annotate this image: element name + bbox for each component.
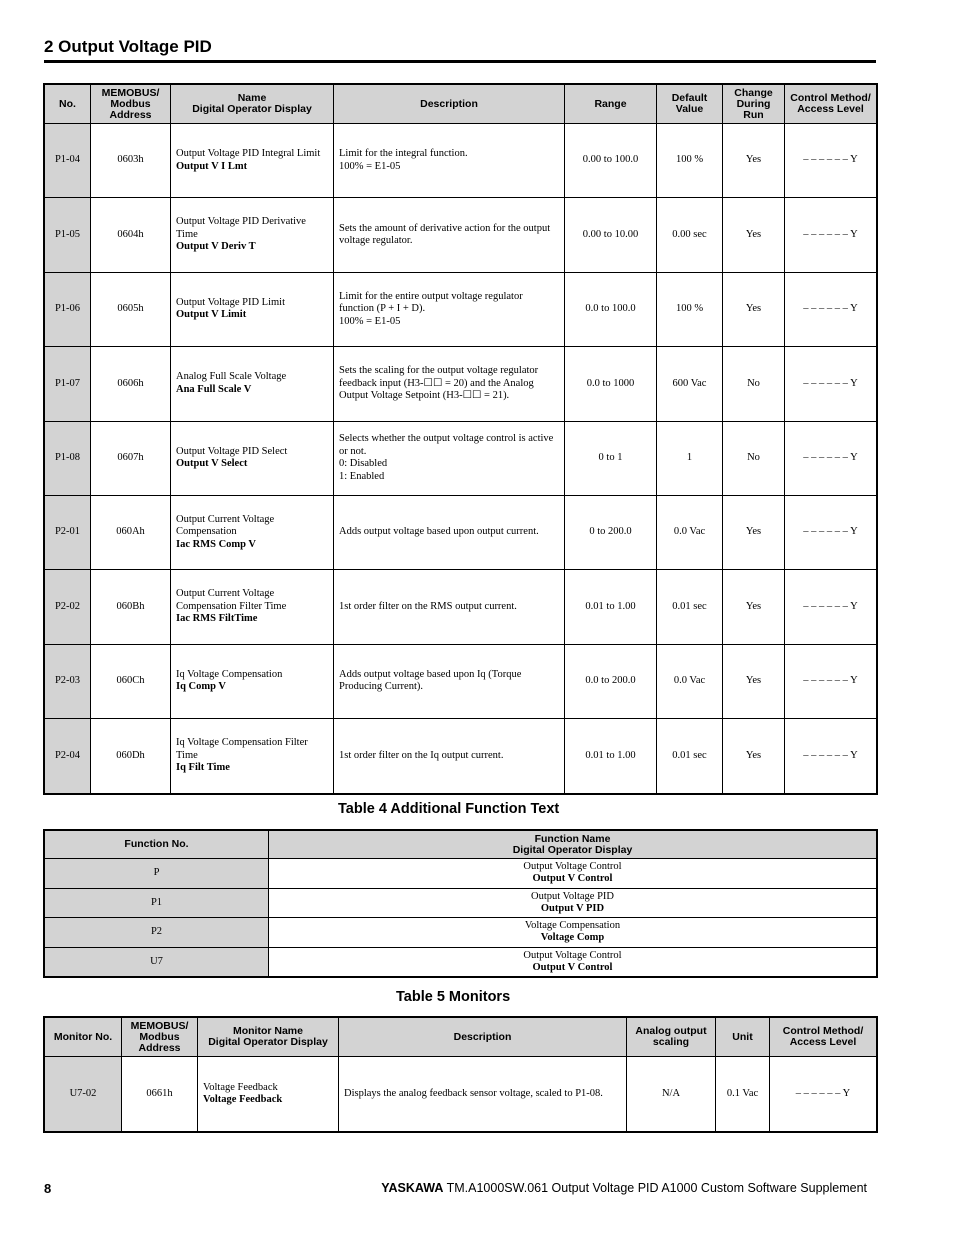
parameter-name: Output Voltage PID Derivative Time — [176, 216, 306, 240]
col-header-name — [171, 85, 334, 124]
description: Sets the amount of derivative action for the output voltage regulator. — [334, 198, 565, 272]
change-during-run: No — [723, 347, 785, 421]
default-value: 0.0 Vac — [657, 644, 723, 718]
table-row — [45, 1057, 877, 1132]
memobus-address: 0606h — [91, 347, 171, 421]
description: Adds output voltage based upon Iq (Torque Producing Current). — [334, 644, 565, 718]
function-no: U7 — [45, 947, 269, 977]
header-no: No. — [59, 97, 76, 110]
operator-display: Output V Limit — [176, 309, 247, 321]
col-header-memobus — [91, 85, 171, 124]
function-no: P2 — [45, 918, 269, 948]
name-cell — [269, 859, 877, 889]
control-method: – – – – – – Y — [785, 570, 877, 644]
table-row — [45, 272, 877, 346]
operator-display: Voltage Feedback — [203, 1094, 283, 1105]
operator-display: Output V Select — [176, 458, 248, 470]
control-method: – – – – – – Y — [785, 719, 877, 793]
parameter-no: P1-05 — [45, 198, 91, 272]
name-cell — [269, 918, 877, 948]
description: Displays the analog feedback sensor voltage, scaled to P1-08. — [339, 1057, 627, 1132]
col-header-range — [565, 85, 657, 124]
description: 1st order filter on the RMS output current. — [334, 570, 565, 644]
parameter-name: Output Voltage PID Select — [176, 445, 288, 457]
table-row — [45, 918, 877, 948]
default-value: 1 — [657, 421, 723, 495]
table-row — [45, 347, 877, 421]
parameter-name: Voltage Feedback — [203, 1081, 278, 1093]
parameter-name: Iq Voltage Compensation — [176, 668, 283, 680]
default-value: 600 Vac — [657, 347, 723, 421]
description: Limit for the entire output voltage regulator function (P + I + D). 100% = E1-05 — [334, 272, 565, 346]
default-value: 0.01 sec — [657, 570, 723, 644]
header-memobus: MEMOBUS/ Modbus Address — [101, 86, 160, 121]
header-range: Range — [594, 97, 627, 110]
header-monitor-name: Monitor Name Digital Operator Display — [208, 1025, 328, 1048]
analog-output-scaling: N/A — [627, 1057, 716, 1132]
name-cell — [171, 347, 334, 421]
table-row — [45, 888, 877, 918]
operator-display: Output V Deriv T — [176, 241, 256, 253]
operator-display: Iq Comp V — [176, 681, 226, 693]
change-during-run: Yes — [723, 570, 785, 644]
range: 0.00 to 100.0 — [565, 124, 657, 198]
header-description: Description — [420, 97, 478, 110]
name-cell — [171, 124, 334, 198]
control-method: – – – – – – Y — [785, 347, 877, 421]
footer-doc-title — [381, 1181, 867, 1195]
header-function-name: Function Name Digital Operator Display — [512, 832, 633, 856]
range: 0.0 to 200.0 — [565, 644, 657, 718]
change-during-run: Yes — [723, 198, 785, 272]
table-row — [45, 719, 877, 793]
col-header-function-name — [269, 831, 877, 859]
table-row — [45, 495, 877, 569]
description: Adds output voltage based upon output current. — [334, 495, 565, 569]
table-row — [45, 947, 877, 977]
header-default: Default Value — [671, 92, 708, 115]
parameter-name: Voltage Compensation — [524, 920, 621, 932]
default-value: 0.0 Vac — [657, 495, 723, 569]
table-row — [45, 570, 877, 644]
range: 0.0 to 100.0 — [565, 272, 657, 346]
operator-display: Iq Filt Time — [176, 762, 230, 774]
description: Limit for the integral function. 100% = E1-05 — [334, 124, 565, 198]
name-cell — [269, 947, 877, 977]
col-header-memobus — [122, 1018, 198, 1057]
range: 0 to 200.0 — [565, 495, 657, 569]
footer-brand: YASKAWA — [381, 1181, 444, 1195]
table-row — [45, 198, 877, 272]
memobus-address: 0661h — [122, 1057, 198, 1132]
title-rule — [44, 60, 876, 63]
control-method: – – – – – – Y — [785, 272, 877, 346]
col-header-control — [770, 1018, 877, 1057]
name-cell — [171, 421, 334, 495]
parameter-name: Output Current Voltage Compensation — [176, 513, 275, 538]
col-header-scaling — [627, 1018, 716, 1057]
control-method: – – – – – – Y — [785, 644, 877, 718]
page-number: 8 — [44, 1181, 52, 1196]
name-cell — [171, 198, 334, 272]
default-value: 100 % — [657, 124, 723, 198]
memobus-address: 060Ch — [91, 644, 171, 718]
parameter-name: Iq Voltage Compensation Filter Time — [176, 737, 308, 761]
description: Sets the scaling for the output voltage regulator feedback input (H3-☐☐ = 20) and the Analog Output Voltage Setpoint (H3-☐☐ = 21). — [334, 347, 565, 421]
function-no: P1 — [45, 888, 269, 918]
operator-display: Output V Control — [532, 961, 613, 973]
range: 0 to 1 — [565, 421, 657, 495]
operator-display: Iac RMS Comp V — [176, 538, 257, 550]
range: 0.01 to 1.00 — [565, 719, 657, 793]
function-no: P — [45, 859, 269, 889]
operator-display: Output V PID — [540, 902, 605, 914]
operator-display: Output V I Lmt — [176, 160, 248, 172]
memobus-address: 060Ah — [91, 495, 171, 569]
parameter-name: Output Voltage Control — [523, 861, 622, 873]
parameter-no: P2-04 — [45, 719, 91, 793]
parameter-no: P1-06 — [45, 272, 91, 346]
default-value: 100 % — [657, 272, 723, 346]
monitors-table — [44, 1017, 877, 1132]
header-control: Control Method/ Access Level — [790, 92, 871, 115]
col-header-description — [334, 85, 565, 124]
range: 0.0 to 1000 — [565, 347, 657, 421]
header-description: Description — [453, 1030, 512, 1043]
function-text-table — [44, 830, 877, 977]
col-header-description — [339, 1018, 627, 1057]
operator-display: Output V Control — [532, 873, 613, 885]
range: 0.01 to 1.00 — [565, 570, 657, 644]
col-header-change — [723, 85, 785, 124]
header-change: Change During Run — [734, 86, 773, 121]
control-method: – – – – – – Y — [785, 495, 877, 569]
memobus-address: 0605h — [91, 272, 171, 346]
name-cell — [171, 570, 334, 644]
description: 1st order filter on the Iq output current. — [334, 719, 565, 793]
control-method: – – – – – – Y — [785, 198, 877, 272]
header-unit: Unit — [732, 1030, 753, 1043]
control-method: – – – – – – Y — [785, 124, 877, 198]
name-cell — [171, 644, 334, 718]
default-value: 0.00 sec — [657, 198, 723, 272]
table4-caption: Table 4 Additional Function Text — [338, 801, 560, 817]
col-header-monitor-name — [198, 1018, 339, 1057]
col-header-function-no — [45, 831, 269, 859]
parameter-no: P2-03 — [45, 644, 91, 718]
header-control: Control Method/ Access Level — [782, 1025, 864, 1048]
parameter-name: Output Voltage Control — [523, 949, 622, 961]
parameter-name: Output Voltage PID Limit — [176, 296, 285, 308]
operator-display: Iac RMS FiltTime — [176, 613, 258, 625]
change-during-run: Yes — [723, 495, 785, 569]
footer-title: TM.A1000SW.061 Output Voltage PID A1000 Custom Software Supplement — [446, 1181, 867, 1195]
header-function-no: Function No. — [124, 838, 189, 850]
memobus-address: 0607h — [91, 421, 171, 495]
parameter-name: Output Voltage PID Integral Limit — [176, 148, 321, 160]
memobus-address: 060Bh — [91, 570, 171, 644]
header-scaling: Analog output scaling — [635, 1025, 707, 1048]
memobus-address: 0603h — [91, 124, 171, 198]
change-during-run: Yes — [723, 644, 785, 718]
table-row — [45, 859, 877, 889]
table-row — [45, 421, 877, 495]
change-during-run: No — [723, 421, 785, 495]
unit: 0.1 Vac — [716, 1057, 770, 1132]
parameter-name: Analog Full Scale Voltage — [176, 371, 287, 383]
header-memobus: MEMOBUS/ Modbus Address — [130, 1019, 189, 1054]
change-during-run: Yes — [723, 719, 785, 793]
operator-display: Voltage Comp — [540, 932, 605, 944]
section-title: 2 Output Voltage PID — [44, 37, 212, 56]
name-cell — [269, 888, 877, 918]
parameter-table — [44, 84, 877, 794]
control-method: – – – – – – Y — [785, 421, 877, 495]
change-during-run: Yes — [723, 124, 785, 198]
operator-display: Ana Full Scale V — [176, 383, 252, 395]
header-row — [45, 831, 877, 859]
control-method: – – – – – – Y — [770, 1057, 877, 1132]
parameter-no: P1-04 — [45, 124, 91, 198]
parameter-no: P2-02 — [45, 570, 91, 644]
table5-caption: Table 5 Monitors — [396, 989, 511, 1005]
name-cell — [171, 495, 334, 569]
parameter-name: Output Current Voltage Compensation Filter Time — [176, 588, 287, 612]
monitor-no: U7-02 — [45, 1057, 122, 1132]
memobus-address: 060Dh — [91, 719, 171, 793]
table-row — [45, 644, 877, 718]
col-header-no — [45, 85, 91, 124]
table-row — [45, 124, 877, 198]
parameter-no: P2-01 — [45, 495, 91, 569]
parameter-no: P1-08 — [45, 421, 91, 495]
col-header-monitor-no — [45, 1018, 122, 1057]
name-cell — [198, 1057, 339, 1132]
memobus-address: 0604h — [91, 198, 171, 272]
col-header-control — [785, 85, 877, 124]
header-row — [45, 85, 877, 124]
parameter-name: Output Voltage PID — [530, 890, 615, 902]
range: 0.00 to 10.00 — [565, 198, 657, 272]
header-row — [45, 1018, 877, 1057]
name-cell — [171, 719, 334, 793]
description: Selects whether the output voltage control is active or not. 0: Disabled 1: Enabled — [334, 421, 565, 495]
col-header-unit — [716, 1018, 770, 1057]
change-during-run: Yes — [723, 272, 785, 346]
header-monitor-no: Monitor No. — [53, 1030, 113, 1043]
parameter-no: P1-07 — [45, 347, 91, 421]
name-cell — [171, 272, 334, 346]
default-value: 0.01 sec — [657, 719, 723, 793]
col-header-default — [657, 85, 723, 124]
header-name: Name Digital Operator Display — [192, 92, 312, 115]
